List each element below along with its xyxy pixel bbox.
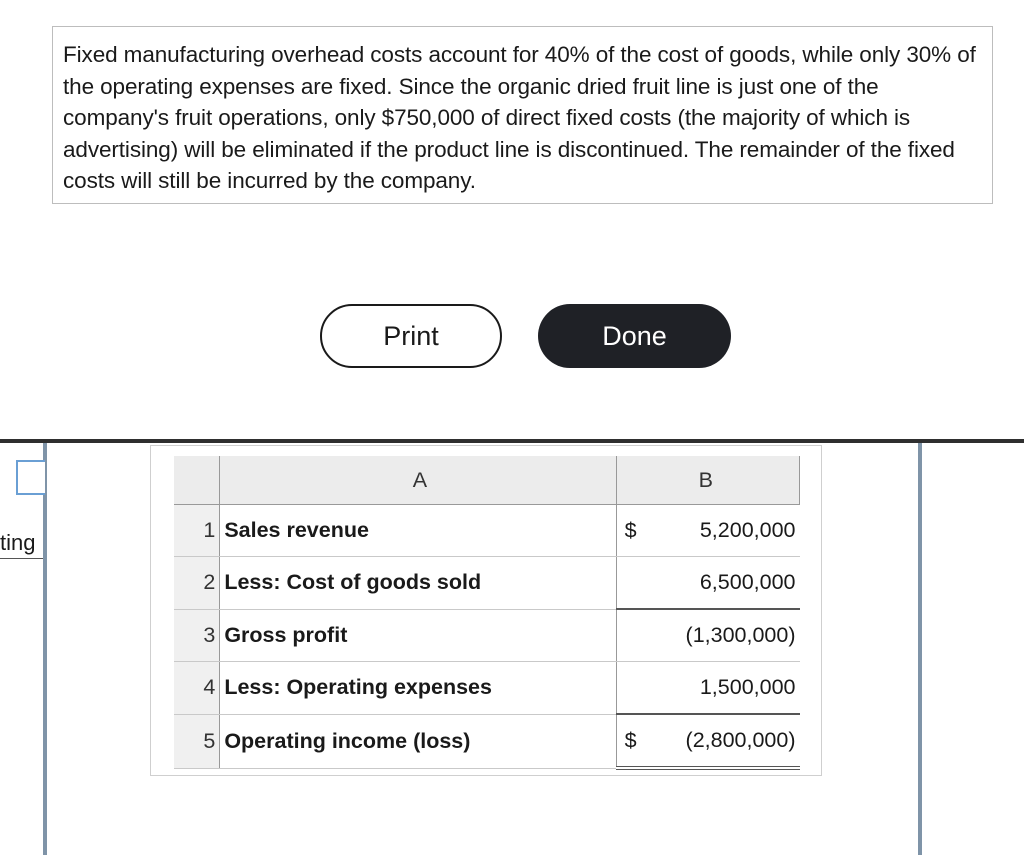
table-row <box>174 662 800 715</box>
row-amount-cell <box>616 505 799 557</box>
table-row <box>174 609 800 662</box>
row-number: 5 <box>174 714 220 768</box>
row-number: 3 <box>174 609 220 662</box>
answer-input-box[interactable] <box>16 460 45 495</box>
done-button[interactable]: Done <box>538 304 731 368</box>
row-amount-cell <box>616 662 799 715</box>
row-number: 4 <box>174 662 220 715</box>
modal-divider <box>0 439 1024 443</box>
dollar-sign: $ <box>624 728 637 752</box>
table-row <box>174 505 800 557</box>
left-panel-border <box>43 443 47 855</box>
right-panel-border <box>918 443 922 855</box>
row-amount: 1,500,000 <box>699 675 796 699</box>
row-amount: 5,200,000 <box>699 518 796 542</box>
row-amount-cell <box>616 557 799 610</box>
row-number: 2 <box>174 557 220 610</box>
table-row <box>174 557 800 610</box>
row-amount: (2,800,000) <box>685 728 796 752</box>
table-row <box>174 714 800 768</box>
row-label: Less: Cost of goods sold <box>220 557 616 610</box>
info-text: Fixed manufacturing overhead costs account for 40% of the cost of goods, while only 30% of the operating expenses are fixed. Since the organic dried fruit line is just one of the company's fruit operations, only $750,000 of direct fixed costs (the majority of which is advertising) will be eliminated if the product line is discontinued. The remainder of the fixed costs will still be incurred by the company. <box>63 42 976 193</box>
row-label: Less: Operating expenses <box>220 662 616 715</box>
table-header-row <box>174 456 800 505</box>
row-amount: 6,500,000 <box>699 570 796 594</box>
dollar-sign: $ <box>624 518 637 542</box>
row-number: 1 <box>174 505 220 557</box>
row-amount-cell <box>616 714 799 768</box>
print-button[interactable]: Print <box>320 304 502 368</box>
row-amount: (1,300,000) <box>685 623 796 647</box>
row-amount-cell <box>616 609 799 662</box>
partial-label: ting <box>0 528 43 559</box>
income-statement-table <box>174 456 800 770</box>
corner-cell <box>174 456 220 505</box>
info-text-box <box>52 26 993 204</box>
column-header-a: A <box>220 456 616 505</box>
row-label: Gross profit <box>220 609 616 662</box>
row-label: Operating income (loss) <box>220 714 616 768</box>
row-label: Sales revenue <box>220 505 616 557</box>
column-header-b: B <box>616 456 799 505</box>
